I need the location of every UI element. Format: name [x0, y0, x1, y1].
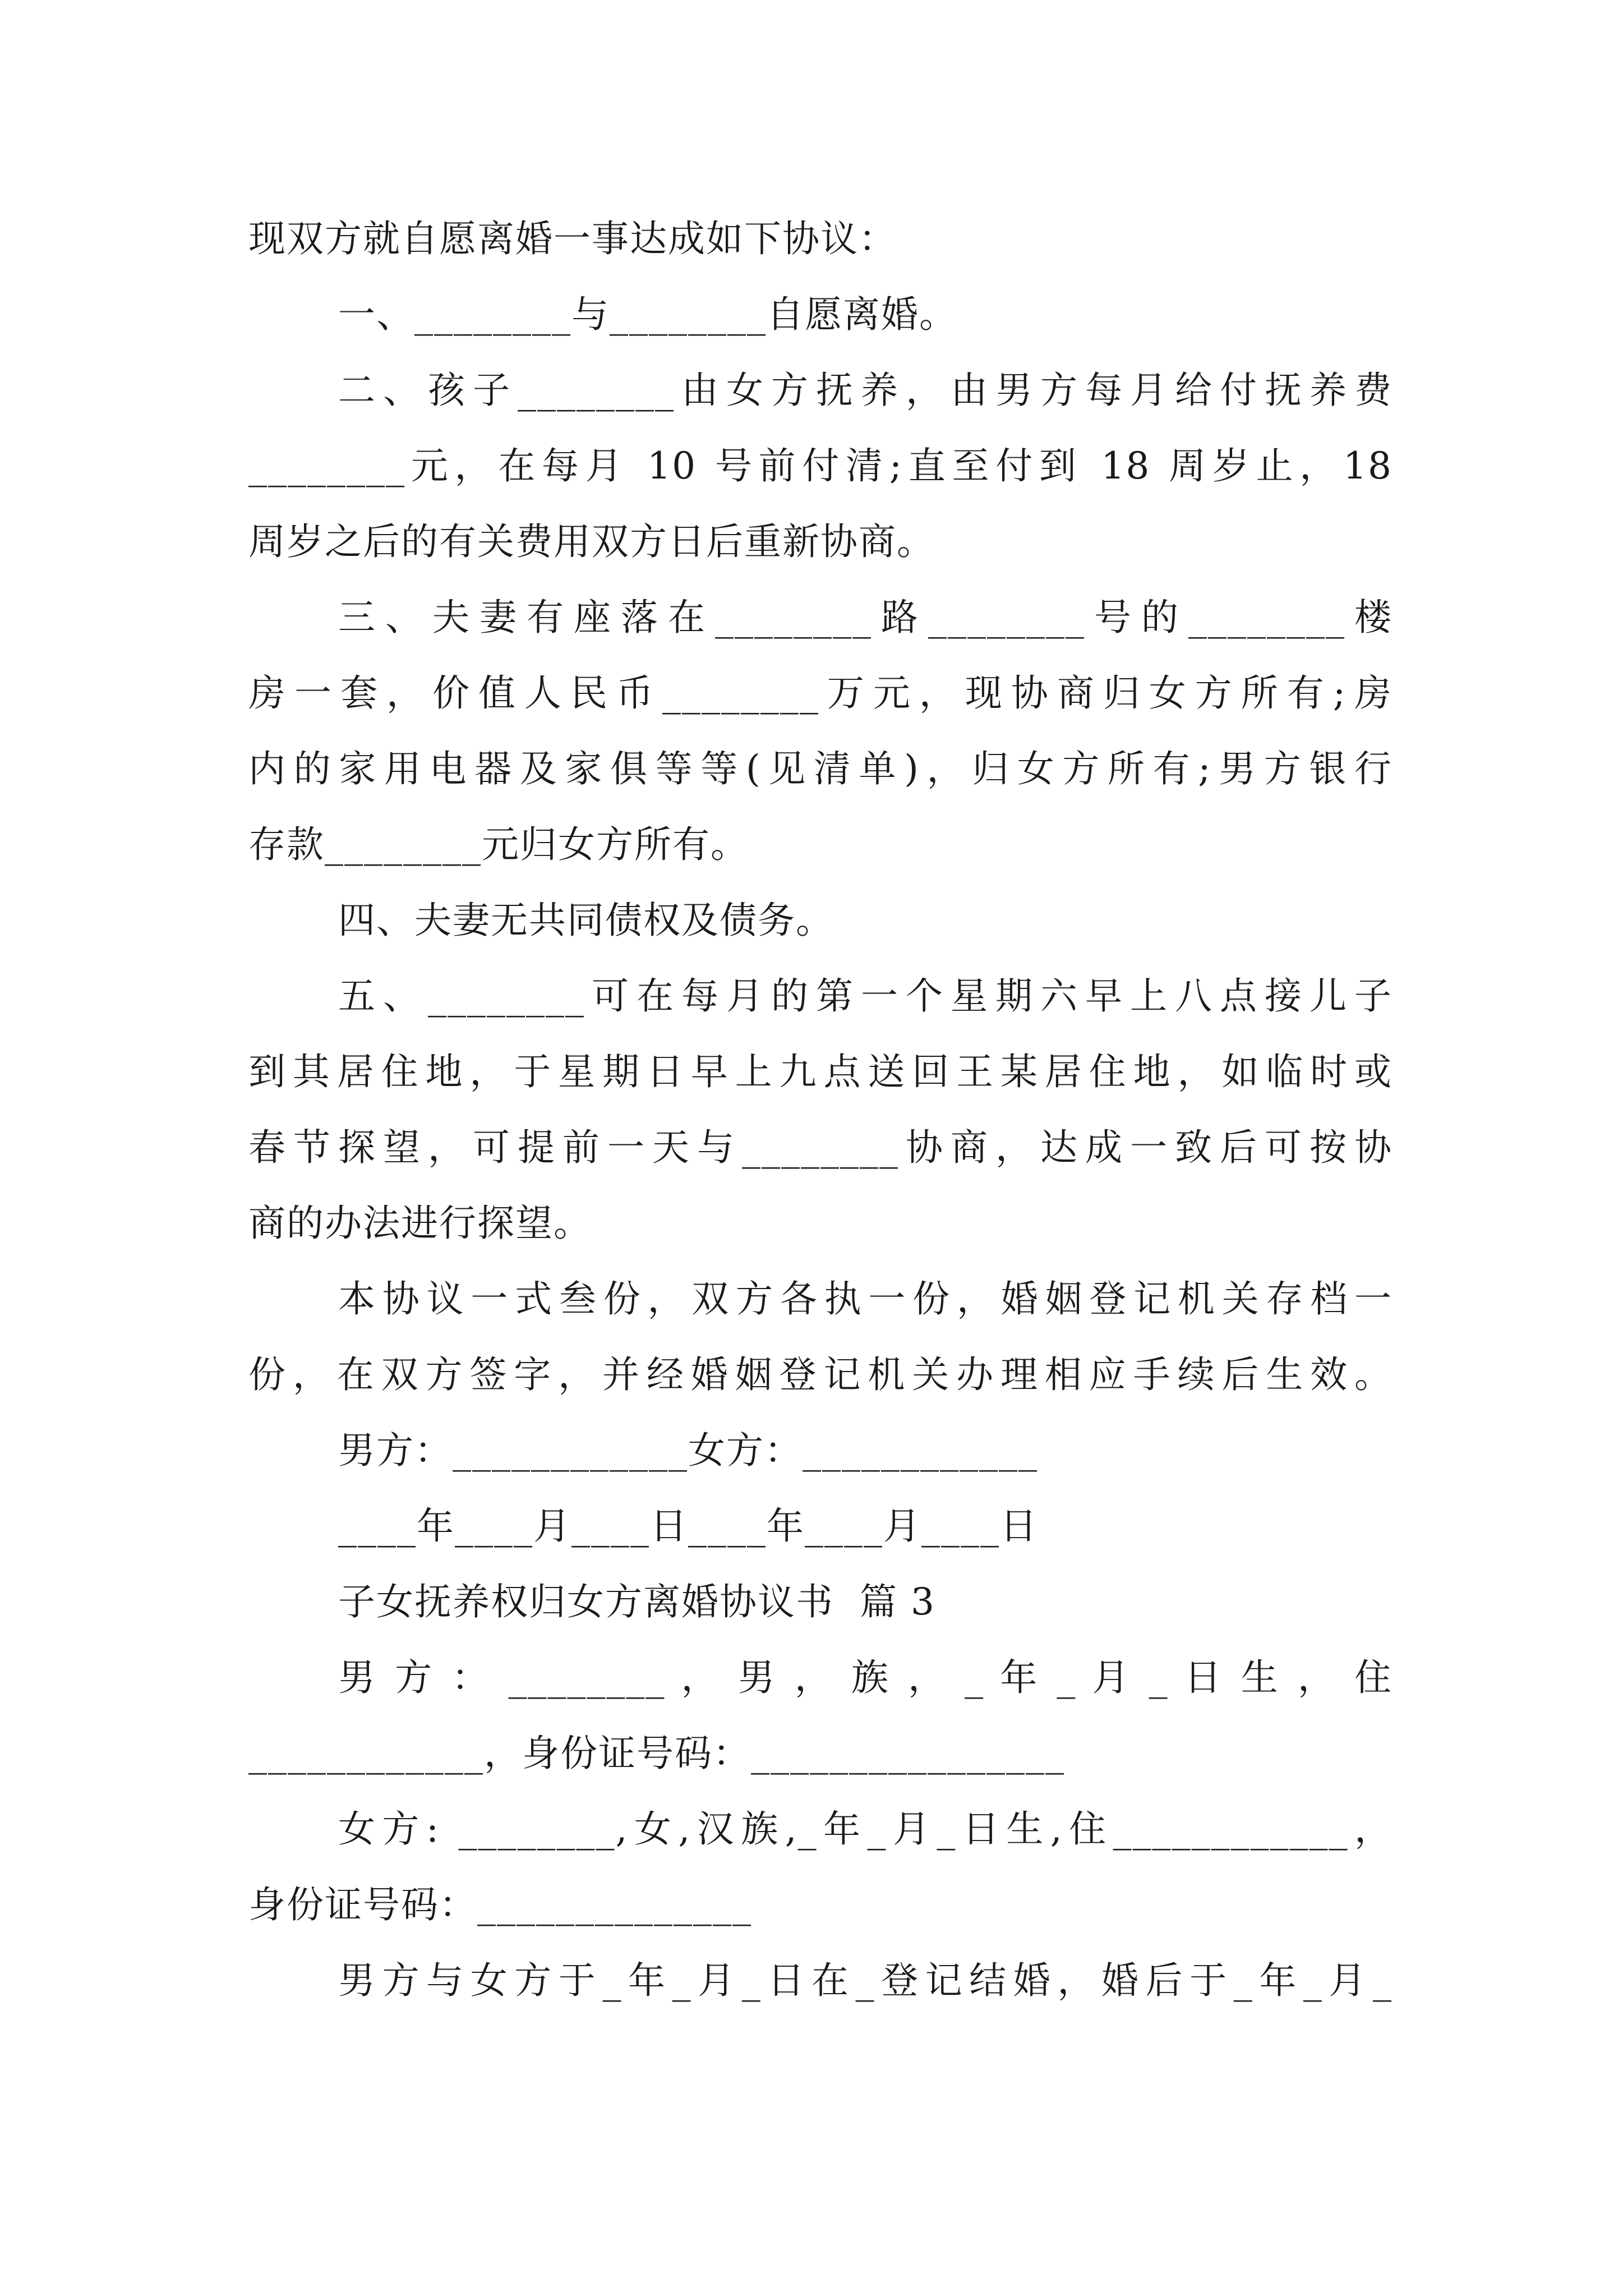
- clause-2-line-1: 二、孩子________由女方抚养，由男方每月给付抚养费: [338, 369, 1393, 412]
- clause-5-line-2: 到其居住地，于星期日早上九点送回王某居住地，如临时或: [248, 1050, 1393, 1093]
- clause-3-line-2: 房一套，价值人民币________万元，现协商归女方所有;房: [248, 671, 1393, 715]
- section-heading: 子女抚养权归女方离婚协议书 篇 3: [338, 1580, 935, 1623]
- female-party-line-2: 身份证号码：______________: [248, 1883, 752, 1926]
- clause-3-line-1: 三、夫妻有座落在________路________号的________楼: [338, 596, 1393, 639]
- effect-line-2: 份，在双方签字，并经婚姻登记机关办理相应手续后生效。: [248, 1353, 1393, 1396]
- clause-5-line-1: 五、________可在每月的第一个星期六早上八点接儿子: [338, 974, 1393, 1018]
- male-party-line-2: ____________，身份证号码：________________: [248, 1732, 1065, 1775]
- clause-1: 一、________与________自愿离婚。: [338, 293, 957, 336]
- agreement-intro: 现双方就自愿离婚一事达成如下协议：: [248, 217, 897, 260]
- clause-3-line-3: 内的家用电器及家俱等等(见清单)，归女方所有;男方银行: [248, 747, 1393, 790]
- clause-2-line-3: 周岁之后的有关费用双方日后重新协商。: [248, 520, 935, 563]
- clause-2-line-2: ________元，在每月 10 号前付清;直至付到 18 周岁止，18: [248, 444, 1393, 487]
- female-party-line-1: 女方: ________,女,汉族,_年_月_日生,住____________，: [338, 1807, 1393, 1851]
- marriage-registration-line: 男方与女方于_年_月_日在_登记结婚，婚后于_年_月_: [338, 1959, 1393, 2002]
- clause-5-line-4: 商的办法进行探望。: [248, 1202, 592, 1245]
- male-party-line-1: 男 方 ： ________ ， 男 ， 族 ， _ 年 _ 月 _ 日 生 ， 住: [338, 1656, 1393, 1699]
- effect-line-1: 本协议一式叁份，双方各执一份，婚姻登记机关存档一: [338, 1277, 1393, 1320]
- clause-4: 四、夫妻无共同债权及债务。: [338, 899, 834, 942]
- signature-line: 男方：____________女方：____________: [338, 1429, 1038, 1472]
- clause-3-line-4: 存款________元归女方所有。: [248, 823, 749, 866]
- date-line: ____年____月____日____年____月____日: [338, 1504, 1038, 1548]
- clause-5-line-3: 春节探望，可提前一天与________协商，达成一致后可按协: [248, 1126, 1393, 1169]
